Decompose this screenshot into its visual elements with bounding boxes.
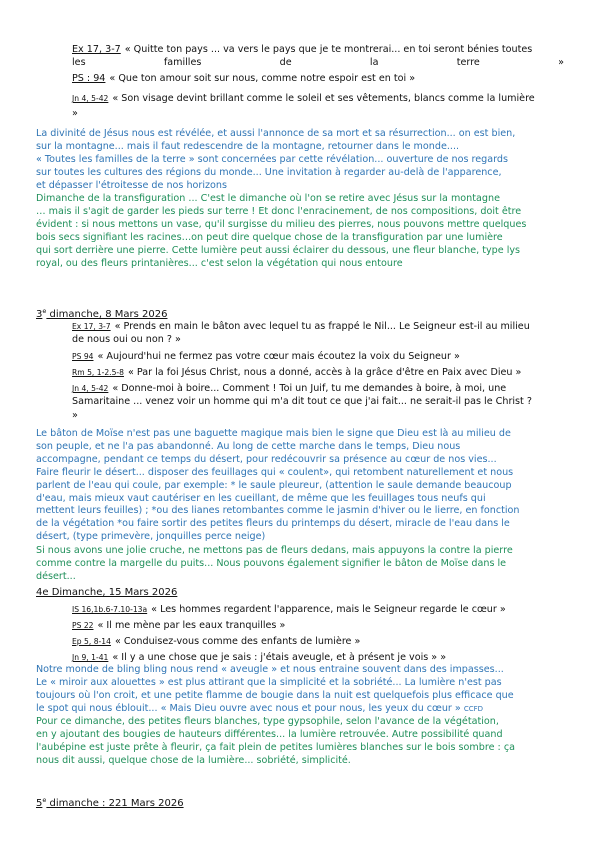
text-line: évident : si nous mettons un vase, qu'il surgisse du milieu des pierres, nous pouvons mettre quelques: [36, 218, 527, 230]
text-line: … mais il s'agit de garder les pieds sur terre ! Et donc l'enracinement, de nos compositions, doit être: [36, 205, 522, 217]
text-line: parlent de l'eau qui coule, par exemple: * le saule pleureur, (attention le saule demande beaucoup: [36, 479, 512, 491]
reading-2: [72, 635, 360, 648]
quote-text: le spot qui nous éblouit... « Mais Dieu ouvre avec nous et pour nous, les yeux du cœur »: [36, 702, 461, 714]
text-line: « Toutes les familles de la terre » sont concernées par cette révélation... ouverture de nos regards: [36, 153, 508, 165]
reading-ref[interactable]: IS 16,1b.6-7.10-13a: [72, 605, 148, 614]
text-line: accompagne, pendant ce temps du désert, pour redécouvrir sa présence au cœur de nos vies...: [36, 453, 497, 465]
gospel-ref[interactable]: Jn 9, 1-41: [72, 653, 109, 662]
text-line: de la végétation *ou faire sortir des petites fleurs du printemps du désert, miracle de l'eau dans le: [36, 518, 510, 530]
gospel-ref[interactable]: Jn 4, 5-42: [72, 94, 109, 103]
gospel-text: « Son visage devint brillant comme le soleil et ses vêtements, blancs comme la lumière: [112, 93, 535, 104]
comment-blue-1: [36, 128, 566, 193]
comment-green-1: [36, 193, 566, 270]
third-sunday-heading: [36, 305, 167, 321]
text-line: et dépasser l'étroitesse de nos horizons: [36, 179, 227, 191]
text-line: comme contre la margelle du puits... Nous pouvons également signifier le bâton de Moïse dans le: [36, 557, 507, 569]
gospel-continuation: »: [72, 108, 78, 119]
reading-text: « Conduisez-vous comme des enfants de lumière »: [114, 636, 361, 647]
credit: CCFD: [463, 704, 484, 713]
reading-ref[interactable]: Rm 5, 1-2.5-8: [72, 368, 124, 377]
word: familles: [163, 57, 202, 68]
psalm: [72, 72, 415, 85]
heading-num: 5: [36, 798, 43, 809]
word: les: [72, 57, 86, 68]
text-line: qui sort derrière une pierre. Cette lumière peut aussi éclairer du dessous, une fleur blanche, type lys: [36, 244, 521, 256]
text-line: Notre monde de bling bling nous rend « aveugle » et nous entraine souvent dans des impasses...: [36, 664, 504, 675]
text-line: en y ajoutant des bougies de hauteurs différentes... la lumière retrouvée. Autre possibilité quand: [36, 728, 503, 740]
text-line: La divinité de Jésus nous est révélée, et aussi l'annonce de sa mort et sa résurrection... on est bien,: [36, 128, 516, 139]
heading-sup: e: [42, 307, 47, 315]
psalm: [72, 619, 285, 632]
text-line: Faire fleurir le désert... disposer des feuillages qui « coulent», qui retombent naturellement et nous: [36, 466, 514, 478]
word: »: [558, 57, 564, 68]
word: de: [279, 57, 292, 68]
psalm-text: « Que ton amour soit sur nous, comme notre espoir est en toi »: [109, 73, 416, 84]
reading-1-continuation: [72, 56, 564, 69]
text-line: royal, ou des fleurs printanières... c'est selon la végétation qui nous entoure: [36, 257, 403, 269]
gospel: [72, 382, 506, 395]
reading-ref[interactable]: Ep 5, 8-14: [72, 637, 111, 646]
text-line: désert, (type primevère, jonquilles perce neige): [36, 531, 266, 543]
gospel-continuation-end: »: [72, 410, 78, 421]
gospel: [72, 651, 446, 664]
psalm-ref[interactable]: PS 94: [72, 352, 94, 361]
fourth-sunday-heading: [36, 586, 177, 599]
text-line: Dimanche de la transfiguration ... C'est le dimanche où l'on se retire avec Jésus sur la montagne: [36, 193, 500, 204]
comment-blue-3: [36, 428, 566, 544]
psalm-text: « Il me mène par les eaux tranquilles »: [97, 620, 286, 631]
reading-text: « Prends en main le bâton avec lequel tu as frappé le Nil... Le Seigneur est-il au milieu: [114, 321, 530, 332]
text-line: son peuple, et ne l'a pas abandonné. Au long de cette marche dans le temps, Dieu nous: [36, 440, 461, 452]
text-line: Si nous avons une jolie cruche, ne mettons pas de fleurs dedans, mais appuyons la contre la pierre: [36, 545, 513, 556]
text-line: nous dit aussi, quelque chose de la lumière... sobriété, simplicité.: [36, 754, 351, 766]
gospel: [72, 92, 535, 105]
text-line: sur la montagne... mais il faut redescendre de la montagne, retourner dans le monde....: [36, 140, 460, 152]
comment-blue-4: [36, 664, 566, 716]
text-line: bois secs signifiant les racines…on peut dire quelque chose de la transfiguration par une lumière: [36, 231, 503, 243]
reading-text: « Les hommes regardent l'apparence, mais le Seigneur regarde le cœur »: [151, 604, 506, 615]
text-line: sur toutes les cultures des régions du monde... Une invitation à regarder au-delà de l'apparence,: [36, 166, 502, 178]
text-line: d'eau, mais mieux vaut cautériser en les cueillant, de même que les feuillages tous neufs qui: [36, 492, 486, 504]
gospel-text: « Donne-moi à boire... Comment ! Toi un Juif, tu me demandes à boire, à moi, une: [112, 383, 507, 394]
heading-num: 3: [36, 309, 43, 320]
text-line: Pour ce dimanche, des petites fleurs blanches, type gypsophile, selon l'avance de la végétation,: [36, 716, 499, 727]
reading-1-continuation: de nous oui ou non ? »: [72, 334, 181, 345]
word: la: [369, 57, 379, 68]
gospel-ref[interactable]: Jn 4, 5-42: [72, 384, 109, 393]
heading-text: 4e Dimanche, 15 Mars 2026: [36, 587, 178, 598]
heading-sup: e: [42, 796, 47, 804]
text-line: Le bâton de Moïse n'est pas une baguette magique mais bien le signe que Dieu est là au milieu de: [36, 428, 511, 439]
text-line: l'aubépine est juste prête à fleurir, ça fait plein de petites lumières blanches sur le bois sombre : ça: [36, 741, 515, 753]
psalm-ref[interactable]: PS 22: [72, 621, 94, 630]
reading-1: [72, 603, 506, 616]
text-line: [36, 703, 566, 716]
gospel-text: « Il y a une chose que je sais : j'étais aveugle, et à présent je vois » »: [112, 652, 447, 663]
reading-1: [72, 43, 532, 56]
gospel-continuation: Samaritaine ... venez voir un homme qui m'a dit tout ce que j'ai fait... ne serait-il pas le Christ ?: [72, 396, 532, 407]
heading-rest: dimanche, 8 Mars 2026: [46, 309, 168, 320]
comment-green-3: [36, 545, 566, 584]
text-line: Le « miroir aux alouettes » est plus attirant que la simplicité et la sobriété... La lumière n'est pas: [36, 676, 502, 688]
reading-text: « Par la foi Jésus Christ, nous a donné, accès à la grâce d'être en Paix avec Dieu »: [127, 367, 522, 378]
reading-1: [72, 320, 530, 333]
comment-green-4: [36, 716, 566, 768]
reading-text: « Quitte ton pays ... va vers le pays que je te montrerai... en toi seront bénies toutes: [124, 44, 533, 55]
heading-rest: dimanche : 221 Mars 2026: [46, 798, 184, 809]
psalm-text: « Aujourd'hui ne fermez pas votre cœur mais écoutez la voix du Seigneur »: [97, 351, 460, 362]
psalm-ref[interactable]: PS : 94: [72, 73, 106, 84]
reading-ref[interactable]: Ex 17, 3-7: [72, 44, 121, 55]
psalm: [72, 350, 460, 363]
reading-ref[interactable]: Ex 17, 3-7: [72, 322, 111, 331]
reading-2: [72, 366, 521, 379]
text-line: désert...: [36, 570, 76, 582]
text-line: mettent leurs feuilles) ; *ou des lianes retombantes comme le jasmin d'hiver ou le lierre, en fonction: [36, 505, 520, 517]
fifth-sunday-heading: [36, 794, 184, 810]
text-line: toujours où l'on croit, et une petite flamme de bougie dans la nuit est quelquefois plus efficace que: [36, 689, 514, 701]
word: terre: [456, 57, 480, 68]
